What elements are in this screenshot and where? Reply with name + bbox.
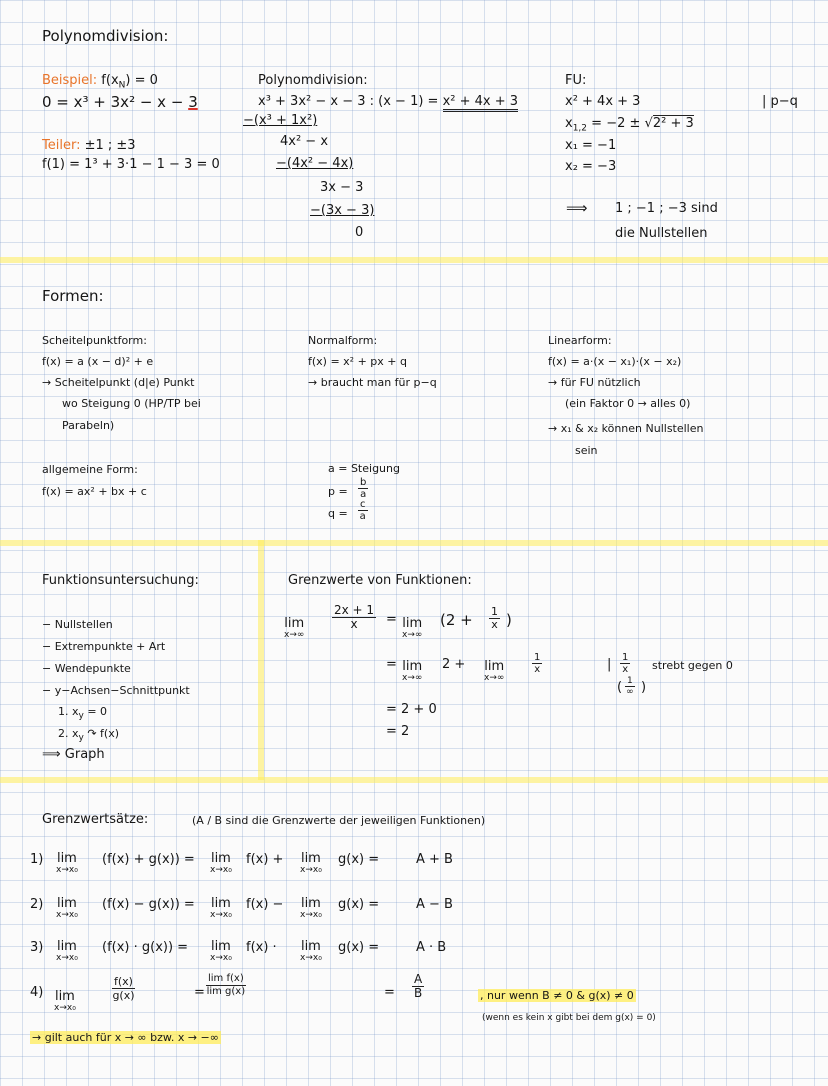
division-step-4: 3x − 3	[320, 180, 364, 195]
rule-3-c: g(x) =	[338, 940, 380, 955]
rule-2-b: f(x) −	[246, 897, 284, 912]
q-lhs: q =	[328, 507, 348, 520]
rule-1-result: A + B	[416, 852, 453, 867]
scheitel-note-3: Parabeln)	[62, 419, 115, 432]
beispiel-label: Beispiel:	[42, 73, 98, 88]
scheitel-title: Scheitelpunktform:	[42, 334, 147, 347]
lim-label: lim	[56, 851, 77, 866]
linear-note-1: → für FU nützlich	[548, 376, 641, 389]
fu-root: 2² + 3	[652, 116, 694, 131]
lim-label: lim	[56, 939, 77, 954]
scheitel-eq: f(x) = a (x − d)² + e	[42, 355, 154, 368]
rule-4-condition	[478, 988, 636, 1004]
division-title: Polynomdivision:	[258, 73, 368, 88]
funktion-item-1: − Nullstellen	[42, 618, 113, 631]
lim-label: lim	[54, 989, 75, 1004]
lim-sub: x→x₀	[56, 953, 78, 963]
division-dividend: x³ + 3x² − x − 3 : (x − 1) =	[258, 94, 439, 109]
funktion-graph: ⟹ Graph	[42, 747, 105, 762]
rule-1-lim-2	[210, 852, 232, 875]
teiler-line	[42, 138, 136, 154]
lim-label: lim	[210, 851, 231, 866]
rule-1-a: (f(x) + g(x)) =	[102, 852, 195, 867]
allg-eq: f(x) = ax² + bx + c	[42, 485, 147, 498]
grenz-note-paren-open: (	[617, 680, 623, 695]
funktion-step-1-text: 1. x	[58, 705, 79, 718]
lim-sub: x→x₀	[210, 953, 232, 963]
saetze-footer-text: → gilt auch für x → ∞ bzw. x → −∞	[32, 1031, 219, 1044]
rule-3-a: (f(x) · g(x)) =	[102, 940, 189, 955]
frac-den: lim g(x)	[206, 986, 246, 997]
fu-x1: x₁ = −1	[565, 138, 617, 153]
section-divider-2	[0, 540, 828, 546]
lim-label: lim	[210, 896, 231, 911]
rule-3-lim-2	[210, 940, 232, 963]
linear-eq: f(x) = a·(x − x₁)·(x − x₂)	[548, 355, 682, 368]
example-equation-last: 3	[188, 93, 198, 111]
grenz-eq-2: =	[386, 657, 397, 672]
lim-sub: x→∞	[402, 630, 423, 640]
lim-sub: x→x₀	[300, 910, 322, 920]
grenz-note-paren-close: )	[641, 680, 647, 695]
frac-den: x	[491, 618, 498, 631]
grenz-line-4: = 2	[386, 724, 410, 739]
rule-3-number: 3)	[30, 940, 44, 955]
lim-label: lim	[210, 939, 231, 954]
q-den: a	[359, 511, 366, 522]
rule-1-lim-1	[56, 852, 78, 875]
rule-3-lim-1	[56, 940, 78, 963]
saetze-title: Grenzwertsätze:	[42, 812, 149, 827]
rule-2-result: A − B	[416, 897, 453, 912]
frac-num: f(x)	[114, 975, 133, 988]
rule-3-result: A · B	[416, 940, 447, 955]
rule-4-condition-text: , nur wenn B ≠ 0 & g(x) ≠ 0	[480, 989, 634, 1002]
q-fraction	[358, 499, 368, 522]
rule-2-lim-2	[210, 897, 232, 920]
frac-num: 1	[627, 676, 633, 686]
rule-4-condition-2: (wenn es kein x gibt bei dem g(x) = 0)	[482, 1013, 656, 1023]
division-step-3: −(4x² − 4x)	[276, 156, 354, 171]
example-equation-main: 0 = x³ + 3x² − x −	[42, 93, 184, 111]
rule-4-result	[412, 973, 424, 1000]
rule-2-lim-3	[300, 897, 322, 920]
grenz-note-frac	[620, 652, 630, 675]
lim-label: lim	[56, 896, 77, 911]
grenz-paren-open: (2 +	[440, 611, 473, 629]
frac-num: lim f(x)	[208, 973, 244, 984]
check-line: f(1) = 1³ + 3·1 − 1 − 3 = 0	[42, 157, 220, 172]
page-title: Polynomdivision:	[42, 27, 169, 45]
frac-num: 2x + 1	[334, 603, 375, 617]
scheitel-note-1: → Scheitelpunkt (d|e) Punkt	[42, 376, 195, 389]
lim-sub: x→x₀	[300, 865, 322, 875]
division-result: x² + 4x + 3	[443, 94, 518, 112]
funktion-item-2: − Extrempunkte + Art	[42, 640, 166, 653]
lim-sub: x→x₀	[56, 865, 78, 875]
rule-1-lim-3	[300, 852, 322, 875]
grenz-lim-2	[402, 617, 422, 640]
fu-result-2: die Nullstellen	[615, 226, 708, 241]
rule-2-lim-1	[56, 897, 78, 920]
p-num: b	[360, 477, 367, 488]
linear-note-4: sein	[575, 444, 598, 457]
lim-sub: x→∞	[402, 673, 423, 683]
division-step-1: −(x³ + 1x²)	[243, 113, 318, 128]
beispiel-fx-end: ) = 0	[125, 73, 158, 88]
grenz-lim-4	[484, 660, 504, 683]
division-line-1	[258, 94, 518, 110]
fu-x12-sub: 1,2	[572, 123, 588, 134]
normal-note: → braucht man für p−q	[308, 376, 437, 389]
funktion-step-2-text: 2. x	[58, 727, 79, 740]
lim-sub: x→x₀	[300, 953, 322, 963]
division-step-2: 4x² − x	[280, 134, 329, 149]
division-step-5: −(3x − 3)	[310, 203, 375, 218]
rule-3-b: f(x) ·	[246, 940, 277, 955]
beispiel-line	[42, 73, 158, 94]
lim-label: lim	[484, 659, 505, 674]
division-step-6: 0	[355, 225, 364, 240]
grenz-note-frac-2	[625, 676, 635, 697]
rule-4-eq-2: =	[384, 985, 395, 1000]
rule-4-lim	[54, 990, 76, 1013]
funktion-step-1	[58, 704, 107, 724]
rule-4-frac-2	[206, 973, 246, 998]
lim-label: lim	[300, 939, 321, 954]
p-fraction	[358, 477, 368, 500]
lim-label: lim	[402, 659, 423, 674]
rule-4-number: 4)	[30, 985, 44, 1000]
rule-1-number: 1)	[30, 852, 44, 867]
grenz-title: Grenzwerte von Funktionen:	[288, 573, 472, 588]
frac-den: x	[350, 617, 358, 631]
fu-x12-lhs: x	[565, 116, 573, 131]
teiler-value: ±1 ; ±3	[84, 138, 136, 153]
funktion-step-1-end: = 0	[83, 705, 108, 718]
linear-note-2: (ein Faktor 0 → alles 0)	[565, 397, 691, 410]
a-note: a = Steigung	[328, 462, 400, 475]
beispiel-fx: f(x	[101, 73, 119, 88]
frac-den: ∞	[626, 687, 634, 697]
grenz-frac-1	[332, 604, 376, 631]
frac-num: 1	[491, 605, 498, 618]
p-den: a	[360, 489, 367, 500]
lim-sub: x→∞	[284, 630, 305, 640]
fu-line-1: x² + 4x + 3	[565, 94, 641, 109]
rule-1-b: f(x) +	[246, 852, 284, 867]
lim-sub: x→x₀	[210, 865, 232, 875]
beispiel-fx-sub: N	[118, 80, 126, 91]
teiler-label: Teiler:	[42, 138, 81, 153]
frac-num: A	[414, 972, 423, 986]
section-divider-3	[0, 777, 828, 783]
rule-4-eq-1: =	[194, 985, 205, 1000]
funktion-item-4: − y−Achsen−Schnittpunkt	[42, 684, 190, 697]
frac-num: 1	[622, 652, 629, 663]
grenz-frac-3	[532, 652, 542, 675]
lim-label: lim	[300, 851, 321, 866]
normal-eq: f(x) = x² + px + q	[308, 355, 407, 368]
funktion-item-3: − Wendepunkte	[42, 662, 131, 675]
saetze-footer	[30, 1030, 221, 1046]
grenz-line-3: = 2 + 0	[386, 702, 437, 717]
p-lhs: p =	[328, 485, 348, 498]
fu-title: FU:	[565, 73, 587, 88]
fu-x12-rhs: = −2 ±	[591, 116, 641, 131]
grenz-line2-mid: 2 +	[442, 657, 466, 672]
grenz-note-bar: |	[607, 657, 612, 672]
lim-sub: x→x₀	[210, 910, 232, 920]
funktion-step-1-sub: y	[78, 711, 84, 722]
formen-title: Formen:	[42, 287, 104, 305]
lim-label: lim	[300, 896, 321, 911]
grenz-note-text: strebt gegen 0	[652, 659, 733, 672]
linear-note-3: → x₁ & x₂ können Nullstellen	[548, 422, 704, 435]
sqrt-icon: √	[644, 116, 653, 131]
rule-2-c: g(x) =	[338, 897, 380, 912]
rule-1-c: g(x) =	[338, 852, 380, 867]
rule-2-number: 2)	[30, 897, 44, 912]
grenz-lim-1	[284, 617, 304, 640]
fu-x12	[565, 116, 694, 137]
fu-x2: x₂ = −3	[565, 159, 617, 174]
funktion-title: Funktionsuntersuchung:	[42, 573, 199, 588]
grenz-paren-close: )	[506, 611, 512, 629]
funktion-step-2	[58, 726, 119, 746]
section-divider-1	[0, 257, 828, 263]
grenz-lim-3	[402, 660, 422, 683]
normal-title: Normalform:	[308, 334, 378, 347]
linear-title: Linearform:	[548, 334, 612, 347]
frac-num: 1	[534, 652, 541, 663]
allg-title: allgemeine Form:	[42, 463, 138, 476]
rule-4-frac	[112, 975, 135, 1002]
fu-pq: | p−q	[762, 94, 798, 109]
rule-3-lim-3	[300, 940, 322, 963]
frac-den: B	[413, 986, 423, 1000]
fu-result-1: 1 ; −1 ; −3 sind	[615, 201, 718, 216]
lim-sub: x→x₀	[56, 910, 78, 920]
funktion-step-2-sub: y	[78, 733, 84, 744]
column-divider	[258, 540, 264, 780]
frac-den: g(x)	[112, 989, 135, 1002]
saetze-subtitle: (A / B sind die Grenzwerte der jeweiligen Funktionen)	[192, 814, 486, 827]
lim-sub: x→x₀	[54, 1003, 76, 1013]
example-equation	[42, 94, 198, 110]
scheitel-note-2: wo Steigung 0 (HP/TP bei	[62, 397, 201, 410]
lim-label: lim	[284, 616, 305, 631]
frac-den: x	[534, 664, 541, 675]
lim-sub: x→∞	[484, 673, 505, 683]
funktion-step-2-end: ↷ f(x)	[83, 727, 120, 740]
grenz-frac-2	[489, 606, 500, 631]
q-num: c	[360, 499, 366, 510]
frac-den: x	[622, 664, 629, 675]
rule-2-a: (f(x) − g(x)) =	[102, 897, 195, 912]
fu-arrow: ⟹	[566, 199, 588, 217]
grenz-eq-1: =	[386, 612, 397, 627]
lim-label: lim	[402, 616, 423, 631]
